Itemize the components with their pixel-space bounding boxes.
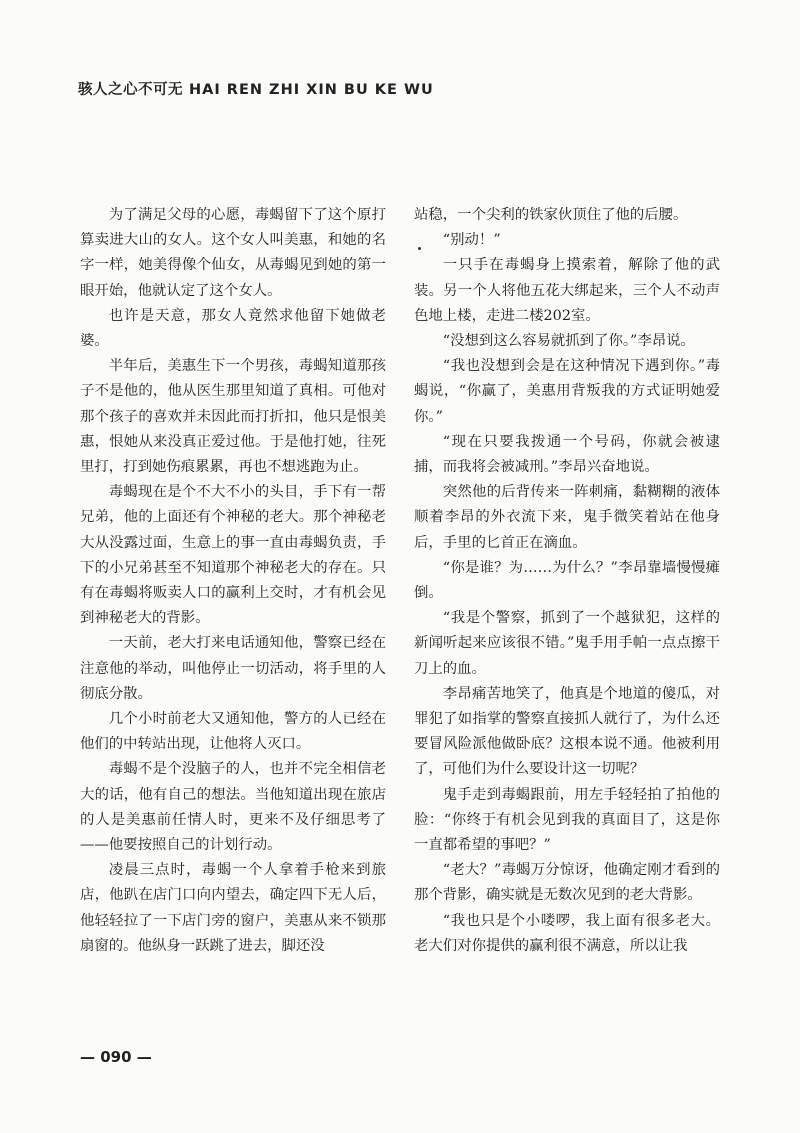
right-text-column [414,203,720,959]
header-chinese-title: 骇人之心不可无 [78,82,183,98]
paragraph: 凌晨三点时，毒蝎一个人拿着手枪来到旅店，他趴在店门口向内望去，确定四下无人后，他轻轻拉了一下店门旁的窗户，美惠从来不锁那扇窗的。他纵身一跃跳了进去，脚还没 [80,862,386,954]
paragraph: 一天前，老大打来电话通知他，警察已经在注意他的举动，叫他停止一切活动，将手里的人彻底分散。 [80,635,386,702]
paragraph-continuation: 站稳，一个尖利的铁家伙顶住了他的后腰。 [414,207,688,223]
paragraph: “我也只是个小喽啰，我上面有很多老大。老大们对你提供的赢利很不满意，所以让我 [414,912,720,954]
paragraph: 毒蝎现在是个不大不小的头目，手下有一帮兄弟，他的上面还有个神秘的老大。那个神秘老大从没露过面，生意上的事一直由毒蝎负责，手下的小兄弟甚至不知道那个神秘老大的存在。只有在毒蝎将贩卖人口的赢利上交时，才有机会见到神秘老大的背影。 [80,484,386,627]
paragraph: “别动！” [414,228,720,253]
paragraph: 也许是天意，那女人竟然求他留下她做老婆。 [80,307,386,350]
paragraph: 一只手在毒蝎身上摸索着，解除了他的武装。另一个人将他五花大绑起来，三个人不动声色地上楼，走进二楼202室。 [414,257,720,324]
running-header [78,78,434,99]
paragraph: 李昂痛苦地笑了，他真是个地道的傻瓜，对罪犯了如指掌的警察直接抓人就行了，为什么还要冒风险派他做卧底？这根本说不通。他被利用了，可他们为什么要设计这一切呢？ [414,685,720,778]
page-number: — 090 — [80,1048,152,1066]
paragraph: 鬼手走到毒蝎跟前，用左手轻轻拍了拍他的脸：“你终于有机会见到我的真面目了，这是你一直都希望的事吧？” [414,786,720,854]
paragraph: “你是谁？为……为什么？”李昂靠墙慢慢瘫倒。 [414,559,720,602]
paragraph: 几个小时前老大又通知他，警方的人已经在他们的中转站出现，让他将人灭口。 [80,711,386,753]
paragraph: 为了满足父母的心愿，毒蝎留下了这个原打算卖进大山的女人。这个女人叫美惠，和她的名字一样，她美得像个仙女，从毒蝎见到她的第一眼开始，他就认定了这个女人。 [80,207,386,299]
paragraph: “我是个警察，抓到了一个越狱犯，这样的新闻听起来应该很不错。”鬼手用手帕一点点擦干刀上的血。 [414,610,720,677]
left-text-column [80,203,386,959]
paragraph: “现在只要我拨通一个号码，你就会被逮捕，而我将会被减刑。”李昂兴奋地说。 [414,433,720,476]
paragraph: 突然他的后背传来一阵刺痛，黏糊糊的液体顺着李昂的外衣流下来，鬼手微笑着站在他身后，手里的匕首正在滴血。 [414,484,720,551]
paragraph: “我也没想到会是在这种情况下遇到你。”毒蝎说，“你赢了，美惠用背叛我的方式证明她爱你。” [414,358,720,425]
paragraph: “老大？”毒蝎万分惊讶，他确定刚才看到的那个背影，确实就是无数次见到的老大背影。 [414,862,720,904]
header-pinyin-title: HAI REN ZHI XIN BU KE WU [189,82,434,98]
paragraph: 半年后，美惠生下一个男孩，毒蝎知道那孩子不是他的，他从医生那里知道了真相。可他对那个孩子的喜欢并未因此而打折扣，他只是恨美惠，恨她从来没真正爱过他。于是他打她，往死里打，打到她伤痕累累，再也不想逃跑为止。 [80,358,386,476]
paragraph: 毒蝎不是个没脑子的人，也并不完全相信老大的话，他有自己的想法。当他知道出现在旅店的人是美惠前任情人时，更来不及仔细思考了——他要按照自己的计划行动。 [80,761,386,854]
paragraph: “没想到这么容易就抓到了你。”李昂说。 [442,333,695,350]
